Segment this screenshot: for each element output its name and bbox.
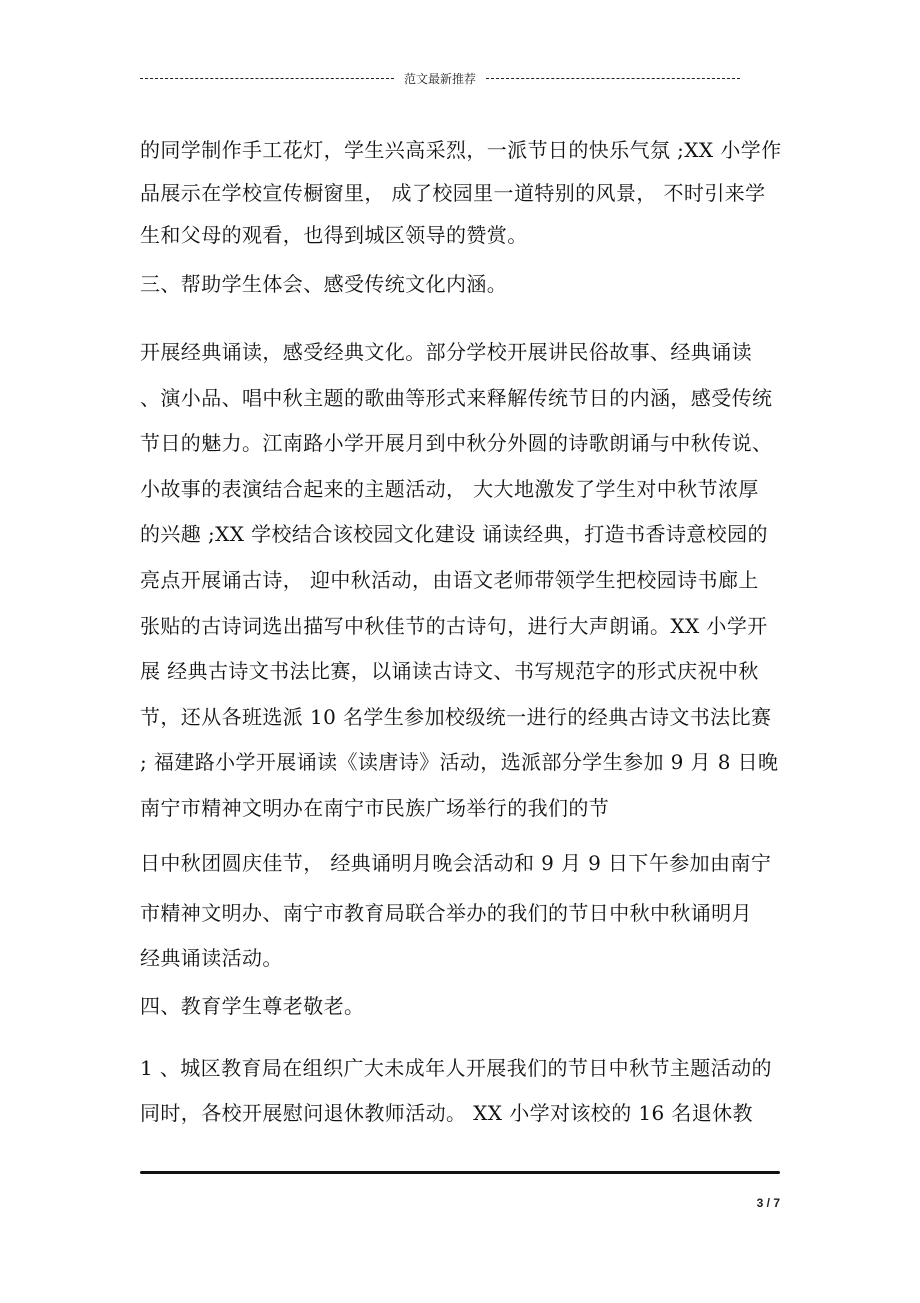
page-number: 3 / 7 bbox=[756, 1196, 780, 1210]
body-line: 的兴趣 ;XX 学校结合该校园文化建设 诵读经典，打造书香诗意校园的 bbox=[140, 522, 768, 546]
header-left-dashes bbox=[140, 78, 394, 79]
header-title: 范文最新推荐 bbox=[404, 71, 477, 86]
body-line: 同时，各校开展慰问退休教师活动。 XX 小学对该校的 16 名退休教 bbox=[140, 1101, 753, 1125]
body-line: 1 、城区教育局在组织广大未成年人开展我们的节日中秋节主题活动的 bbox=[140, 1056, 772, 1080]
body-line: 市精神文明办、南宁市教育局联合举办的我们的节日中秋中秋诵明月 bbox=[140, 901, 752, 925]
body-line: 、演小品、唱中秋主题的歌曲等形式来释解传统节日的内涵，感受传统 bbox=[140, 386, 773, 410]
body-line: 经典诵读活动。 bbox=[140, 946, 283, 970]
body-line: 的同学制作手工花灯，学生兴高采烈，一派节日的快乐气氛 ;XX 小学作 bbox=[140, 138, 782, 162]
body-line: 节日的魅力。江南路小学开展月到中秋分外圆的诗歌朗诵与中秋传说、 bbox=[140, 431, 773, 455]
body-line: 节，还从各班选派 10 名学生参加校级统一进行的经典古诗文书法比赛 bbox=[140, 705, 772, 729]
body-line: 张贴的古诗词选出描写中秋佳节的古诗句，进行大声朗诵。XX 小学开 bbox=[140, 614, 768, 638]
body-line: 南宁市精神文明办在南宁市民族广场举行的我们的节 bbox=[140, 796, 610, 820]
body-line: 日中秋团圆庆佳节， 经典诵明月晚会活动和 9 月 9 日下午参加由南宁 bbox=[140, 851, 772, 875]
section-heading: 四、教育学生尊老敬老。 bbox=[140, 994, 365, 1018]
body-line: 小故事的表演结合起来的主题活动， 大大地激发了学生对中秋节浓厚 bbox=[140, 477, 759, 501]
section-heading: 三、帮助学生体会、感受传统文化内涵。 bbox=[140, 272, 508, 296]
body-line: 亮点开展诵古诗， 迎中秋活动，由语文老师带领学生把校园诗书廊上 bbox=[140, 568, 759, 592]
page-header bbox=[140, 68, 740, 88]
body-line: 品展示在学校宣传橱窗里， 成了校园里一道特别的风景， 不时引来学 bbox=[140, 181, 766, 205]
body-line: 展 经典古诗文书法比赛，以诵读古诗文、书写规范字的形式庆祝中秋 bbox=[140, 659, 759, 683]
body-line: 生和父母的观看，也得到城区领导的赞赏。 bbox=[140, 223, 528, 247]
header-right-dashes bbox=[486, 78, 740, 79]
body-line: 开展经典诵读，感受经典文化。部分学校开展讲民俗故事、经典诵读 bbox=[140, 340, 752, 364]
body-line: ; 福建路小学开展诵读《读唐诗》活动，选派部分学生参加 9 月 8 日晚 bbox=[140, 750, 779, 774]
footer-rule bbox=[140, 1171, 780, 1174]
